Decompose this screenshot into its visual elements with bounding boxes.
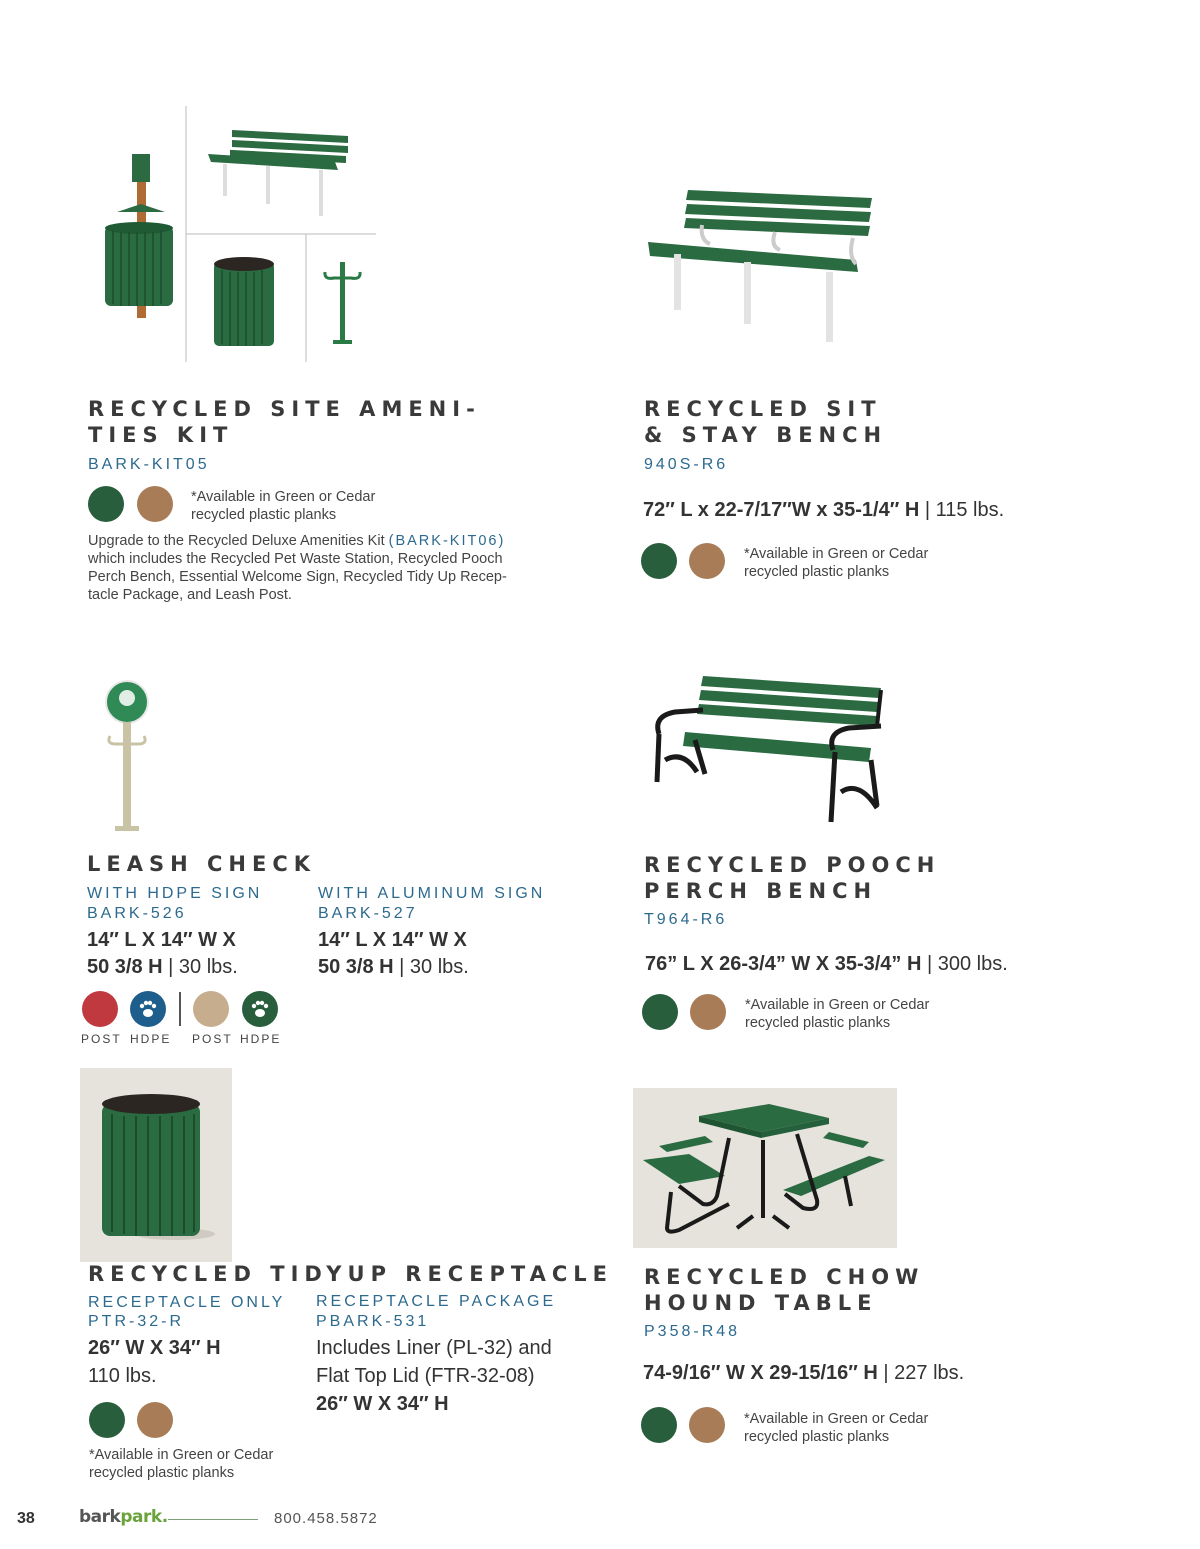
tidyup-option2-label: RECEPTACLE PACKAGE [316, 1293, 557, 1310]
red-post-swatch [82, 991, 118, 1027]
leash-option2-dims-value: 14″ L X 14″ W X [318, 929, 467, 951]
brand-logo [79, 1507, 168, 1527]
leash-option2-weight: | 30 lbs. [393, 956, 469, 978]
leash-option1-code: BARK-526 [87, 905, 187, 922]
leash-option1-dims-line2 [87, 953, 238, 981]
cedar-swatch [137, 486, 173, 522]
tidyup-availability-note-1: *Available in Green or Cedar [89, 1447, 274, 1463]
sit-stay-dimensions [643, 496, 1004, 524]
kit-title-line2: TIES KIT [88, 423, 234, 447]
green-swatch [641, 543, 677, 579]
tidyup-option2-includes-1: Includes Liner (PL-32) and [316, 1337, 552, 1359]
chow-hound-table-image [633, 1088, 897, 1248]
tidyup-title: RECYCLED TIDYUP RECEPTACLE [88, 1262, 614, 1286]
pooch-perch-bench-image [645, 670, 890, 830]
sit-stay-availability-note-1: *Available in Green or Cedar [744, 546, 929, 562]
cedar-swatch [689, 543, 725, 579]
paw-icon [242, 991, 278, 1027]
tidyup-option2-dims [316, 1390, 449, 1418]
footer-rule [168, 1519, 258, 1520]
leash-option1-weight: | 30 lbs. [162, 956, 238, 978]
chow-availability-note-1: *Available in Green or Cedar [744, 1411, 929, 1427]
chow-dimensions [643, 1359, 964, 1387]
sit-stay-weight: 115 lbs. [935, 499, 1005, 521]
swatch-label-post: POST [81, 1032, 122, 1046]
chow-title-line2: HOUND TABLE [644, 1291, 878, 1315]
brand-bark: bark [79, 1507, 121, 1527]
tidyup-option1-label: RECEPTACLE ONLY [88, 1294, 286, 1311]
leash-option2-dims-line2 [318, 953, 469, 981]
chow-dims-separator: | [877, 1362, 895, 1384]
kit-upgrade-code: (BARK-KIT06) [388, 533, 506, 549]
leash-option1-height: 50 3/8 H [87, 956, 163, 978]
sit-stay-title-line2: & STAY BENCH [644, 423, 888, 447]
kit-description-text: Upgrade to the Recycled Deluxe Amenities Kit [88, 533, 389, 549]
cedar-swatch [690, 994, 726, 1030]
kit-description-line4: tacle Package, and Leash Post. [88, 587, 292, 603]
kit-title-line1: RECYCLED SITE AMENI- [88, 397, 481, 421]
leash-check-image [98, 678, 158, 838]
tidyup-option2-code: PBARK-531 [316, 1313, 430, 1330]
brand-dot: . [161, 1507, 168, 1527]
swatch-label-hdpe: HDPE [130, 1032, 172, 1046]
green-swatch [89, 1402, 125, 1438]
tidyup-option2-dims-value: 26″ W X 34″ H [316, 1393, 449, 1415]
blue-hdpe-paw-swatch [130, 991, 166, 1027]
pooch-title-line2: PERCH BENCH [644, 879, 878, 903]
pooch-title-line1: RECYCLED POOCH [644, 853, 941, 877]
tidyup-receptacle-image [80, 1068, 232, 1262]
kit-availability-note-2: recycled plastic planks [191, 507, 337, 523]
chow-code: P358-R48 [644, 1323, 741, 1340]
brand-park: park [120, 1507, 162, 1527]
kit-availability-note-1: *Available in Green or Cedar [191, 489, 376, 505]
pooch-availability-note-2: recycled plastic planks [745, 1015, 891, 1031]
pooch-dimensions [645, 950, 1008, 978]
tidyup-option1-code: PTR-32-R [88, 1313, 185, 1330]
chow-title-line1: RECYCLED CHOW [644, 1265, 925, 1289]
leash-option2-label: WITH ALUMINUM SIGN [318, 885, 546, 902]
leash-option1-dims-line1 [87, 926, 236, 954]
chow-dims-value: 74-9/16″ W X 29-15/16″ H [643, 1362, 878, 1384]
chow-weight: 227 lbs. [894, 1362, 965, 1384]
sit-stay-code: 940S-R6 [644, 456, 729, 473]
tidyup-option1-weight: 110 lbs. [88, 1365, 157, 1387]
green-hdpe-paw-swatch [242, 991, 278, 1027]
tidyup-option2-includes-2: Flat Top Lid (FTR-32-08) [316, 1365, 535, 1387]
leash-option1-label: WITH HDPE SIGN [87, 885, 263, 902]
kit-description-line1 [88, 532, 505, 550]
kit-image-collage [80, 100, 380, 365]
phone-number: 800.458.5872 [274, 1510, 378, 1527]
kit-code: BARK-KIT05 [88, 456, 210, 473]
tidyup-availability-note-2: recycled plastic planks [89, 1465, 235, 1481]
green-swatch [641, 1407, 677, 1443]
swatch-divider [179, 992, 181, 1026]
swatch-label-hdpe: HDPE [240, 1032, 282, 1046]
cedar-swatch [137, 1402, 173, 1438]
paw-icon [130, 991, 166, 1027]
leash-check-title: LEASH CHECK [87, 852, 317, 876]
pooch-code: T964-R6 [644, 911, 728, 928]
leash-option1-dims-value: 14″ L X 14″ W X [87, 929, 236, 951]
green-swatch [88, 486, 124, 522]
sit-stay-dims-separator: | [919, 499, 936, 521]
sit-stay-availability-note-2: recycled plastic planks [744, 564, 890, 580]
kit-description-line3: Perch Bench, Essential Welcome Sign, Recycled Tidy Up Recep- [88, 569, 507, 585]
pooch-availability-note-1: *Available in Green or Cedar [745, 997, 930, 1013]
green-swatch [642, 994, 678, 1030]
pooch-dims-separator: | [921, 953, 938, 975]
sit-stay-title-line1: RECYCLED SIT [644, 397, 882, 421]
sit-stay-dims-value: 72″ L x 22-7/17″W x 35-1/4″ H [643, 499, 920, 521]
cedar-swatch [689, 1407, 725, 1443]
tan-post-swatch [193, 991, 229, 1027]
leash-option2-height: 50 3/8 H [318, 956, 394, 978]
pooch-weight: 300 lbs. [937, 953, 1008, 975]
page-number: 38 [17, 1510, 35, 1527]
pooch-dims-value: 76” L X 26-3/4” W X 35-3/4” H [645, 953, 922, 975]
kit-description-line2: which includes the Recycled Pet Waste Station, Recycled Pooch [88, 551, 503, 567]
sit-stay-bench-image [640, 180, 880, 350]
tidyup-option1-dims [88, 1334, 221, 1362]
leash-option2-code: BARK-527 [318, 905, 418, 922]
tidyup-option1-dims-value: 26″ W X 34″ H [88, 1337, 221, 1359]
chow-availability-note-2: recycled plastic planks [744, 1429, 890, 1445]
leash-option2-dims-line1 [318, 926, 467, 954]
swatch-label-post: POST [192, 1032, 233, 1046]
